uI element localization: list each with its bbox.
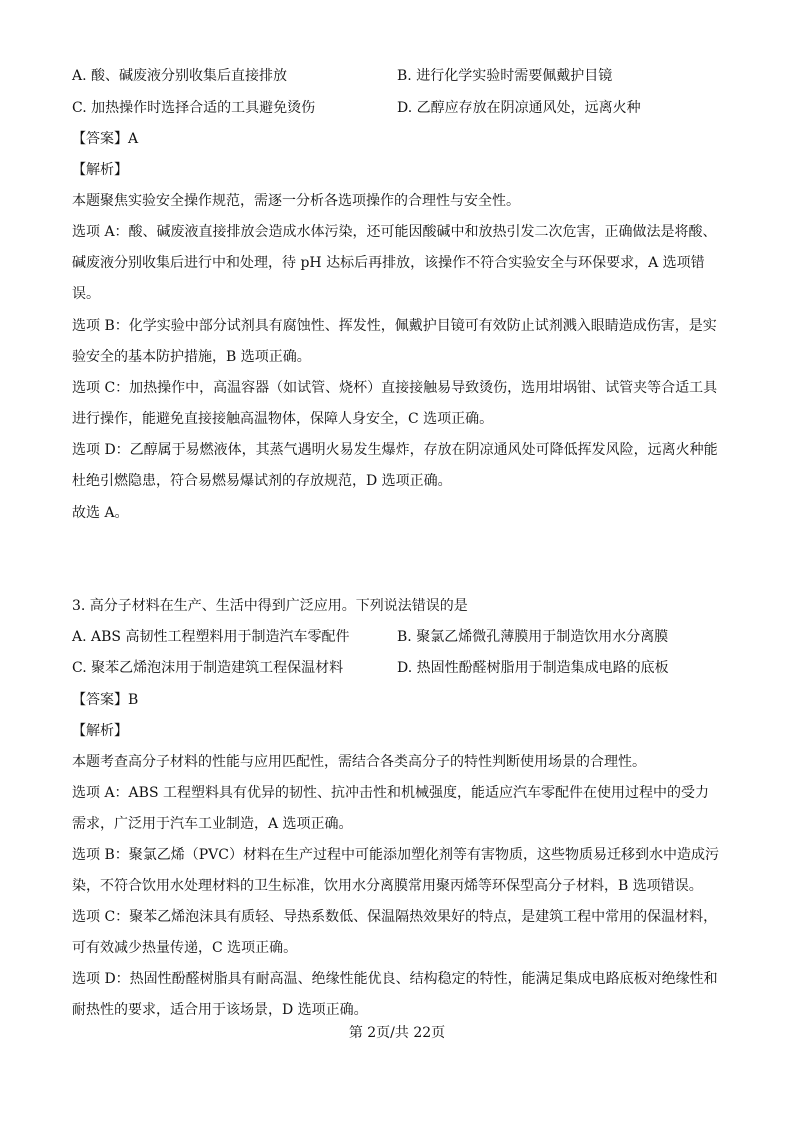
q2-conclusion: 故选 A。 <box>72 505 129 521</box>
q2-explain-c: 选项 C：加热操作中，高温容器（如试管、烧杯）直接接触易导致烫伤，选用坩埚钳、试管夹等合适工具进行操作，能避免直接接触高温物体，保障人身安全，C 选项正确。 <box>72 380 718 427</box>
q2-explain-d: 选项 D：乙醇属于易燃液体，其蒸气遇明火易发生爆炸，存放在阴凉通风处可降低挥发风险，远离火种能杜绝引燃隐患，符合易燃易爆试剂的存放规范，D 选项正确。 <box>72 442 718 489</box>
q3-explain-a: 选项 A：ABS 工程塑料具有优异的韧性、抗冲击性和机械强度，能适应汽车零配件在使用过程中的受力需求，广泛用于汽车工业制造，A 选项正确。 <box>72 785 709 832</box>
q3-option-d: D. 热固性酚醛树脂用于制造集成电路的底板 <box>397 660 669 676</box>
q2-intro: 本题聚焦实验安全操作规范，需逐一分析各选项操作的合理性与安全性。 <box>72 193 520 209</box>
q3-intro: 本题考查高分子材料的性能与应用匹配性，需结合各类高分子的特性判断使用场景的合理性。 <box>72 754 646 770</box>
q2-explain-b: 选项 B：化学实验中部分试剂具有腐蚀性、挥发性，佩戴护目镜可有效防止试剂溅入眼睛造成伤害，是实验安全的基本防护措施，B 选项正确。 <box>72 318 717 365</box>
q2-analysis-label: 【解析】 <box>72 162 128 178</box>
q2-option-b: B. 进行化学实验时需要佩戴护目镜 <box>397 68 613 84</box>
q2-explain-a: 选项 A：酸、碱废液直接排放会造成水体污染，还可能因酸碱中和放热引发二次危害，正确做法是将酸、碱废液分别收集后进行中和处理，待 pH 达标后再排放，该操作不符合实验安全与环保要求，A 选项错误。 <box>72 224 717 302</box>
q3-explain-c: 选项 C：聚苯乙烯泡沫具有质轻、导热系数低、保温隔热效果好的特点，是建筑工程中常用的保温材料，可有效减少热量传递，C 选项正确。 <box>72 909 718 956</box>
q3-option-a: A. ABS 高韧性工程塑料用于制造汽车零配件 <box>72 629 350 645</box>
q2-option-a: A. 酸、碱废液分别收集后直接排放 <box>72 68 288 84</box>
q3-answer: 【答案】B <box>72 692 139 708</box>
q3-option-c: C. 聚苯乙烯泡沫用于制造建筑工程保温材料 <box>72 660 344 676</box>
page-number: 第 2页/共 22页 <box>348 1025 446 1041</box>
q2-option-d: D. 乙醇应存放在阴凉通风处，远离火种 <box>397 100 641 116</box>
q3-explain-b: 选项 B：聚氯乙烯（PVC）材料在生产过程中可能添加塑化剂等有害物质，这些物质易迁移到水中造成污染，不符合饮用水处理材料的卫生标准，饮用水分离膜常用聚丙烯等环保型高分子材料，B 选项错误。 <box>72 847 719 894</box>
q2-option-c: C. 加热操作时选择合适的工具避免烫伤 <box>72 100 316 116</box>
q2-answer: 【答案】A <box>72 131 139 147</box>
q3-analysis-label: 【解析】 <box>72 723 128 739</box>
q3-stem: 3. 高分子材料在生产、生活中得到广泛应用。下列说法错误的是 <box>72 598 468 614</box>
q3-explain-d: 选项 D：热固性酚醛树脂具有耐高温、绝缘性能优良、结构稳定的特性，能满足集成电路底板对绝缘性和耐热性的要求，适合用于该场景，D 选项正确。 <box>72 971 718 1018</box>
q3-option-b: B. 聚氯乙烯微孔薄膜用于制造饮用水分离膜 <box>397 629 669 645</box>
